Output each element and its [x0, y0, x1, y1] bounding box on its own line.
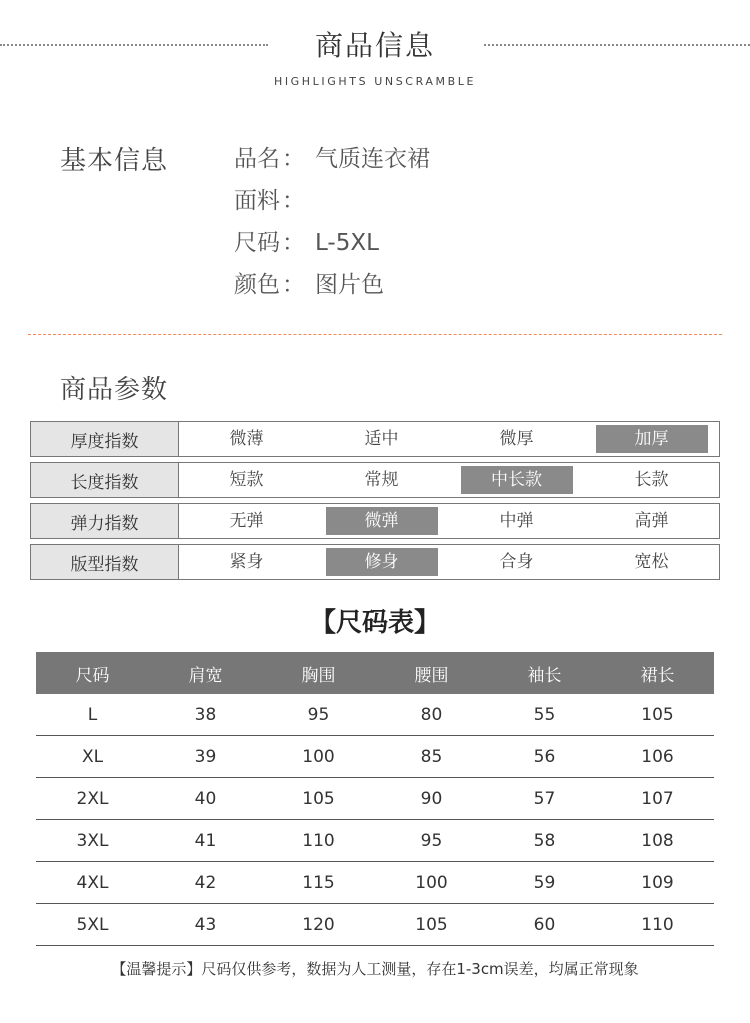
table-cell: 3XL	[36, 820, 149, 862]
info-row-size	[234, 224, 379, 257]
param-option	[449, 422, 584, 456]
param-option-selected	[449, 463, 584, 497]
table-cell: 60	[488, 904, 601, 946]
param-option	[449, 504, 584, 538]
table-row	[36, 736, 714, 778]
param-option	[179, 422, 314, 456]
table-cell: 58	[488, 820, 601, 862]
table-row	[36, 694, 714, 736]
size-table-header-row	[36, 652, 714, 694]
info-sep: ：	[282, 272, 305, 298]
param-option	[179, 545, 314, 579]
option-label: 加厚	[596, 425, 708, 453]
param-label: 版型指数	[31, 545, 179, 579]
param-row-fit	[30, 544, 720, 580]
table-cell: 5XL	[36, 904, 149, 946]
info-sep: ：	[282, 230, 305, 256]
param-option-selected	[584, 422, 719, 456]
table-row	[36, 778, 714, 820]
table-cell: 57	[488, 778, 601, 820]
table-cell: 115	[262, 862, 375, 904]
param-options	[179, 422, 719, 456]
column-header: 袖长	[488, 652, 601, 694]
info-row-color	[234, 266, 384, 299]
table-cell: 42	[149, 862, 262, 904]
table-cell: 105	[375, 904, 488, 946]
option-label: 适中	[364, 429, 399, 449]
table-cell: 109	[601, 862, 714, 904]
size-table	[36, 652, 714, 946]
param-option	[314, 463, 449, 497]
column-header: 裙长	[601, 652, 714, 694]
table-cell: 85	[375, 736, 488, 778]
param-label: 弹力指数	[31, 504, 179, 538]
option-label: 合身	[499, 552, 534, 572]
table-cell: 100	[375, 862, 488, 904]
table-cell: 55	[488, 694, 601, 736]
param-options	[179, 504, 719, 538]
column-header: 胸围	[262, 652, 375, 694]
table-cell: 90	[375, 778, 488, 820]
table-row	[36, 904, 714, 946]
param-option-selected	[314, 504, 449, 538]
option-label: 修身	[326, 548, 438, 576]
table-row	[36, 820, 714, 862]
option-label: 常规	[364, 470, 399, 490]
param-option	[179, 463, 314, 497]
param-option	[584, 463, 719, 497]
table-cell: 56	[488, 736, 601, 778]
info-label: 颜色	[234, 272, 280, 298]
params-title: 商品参数	[60, 375, 169, 405]
table-cell: 105	[601, 694, 714, 736]
option-label: 微薄	[229, 429, 264, 449]
table-cell: 80	[375, 694, 488, 736]
option-label: 微厚	[499, 429, 534, 449]
table-cell: 4XL	[36, 862, 149, 904]
section-divider	[28, 334, 722, 335]
basic-info-title: 基本信息	[60, 146, 169, 176]
param-option	[179, 504, 314, 538]
option-label: 宽松	[634, 552, 669, 572]
info-label: 面料	[234, 188, 280, 214]
param-option	[314, 422, 449, 456]
info-value: L-5XL	[315, 230, 379, 256]
param-option-selected	[314, 545, 449, 579]
table-cell: 59	[488, 862, 601, 904]
option-label: 微弹	[326, 507, 438, 535]
table-row	[36, 862, 714, 904]
column-header: 尺码	[36, 652, 149, 694]
table-cell: 40	[149, 778, 262, 820]
param-options	[179, 463, 719, 497]
info-sep: ：	[282, 188, 305, 214]
table-cell: L	[36, 694, 149, 736]
info-label: 尺码	[234, 230, 280, 256]
table-cell: 100	[262, 736, 375, 778]
param-row-length	[30, 462, 720, 498]
table-cell: XL	[36, 736, 149, 778]
info-value: 图片色	[315, 272, 384, 298]
info-label: 品名	[234, 146, 280, 172]
page-subtitle: HIGHLIGHTS UNSCRAMBLE	[273, 75, 477, 88]
table-cell: 108	[601, 820, 714, 862]
option-label: 短款	[229, 470, 264, 490]
table-cell: 2XL	[36, 778, 149, 820]
size-table-title: 【尺码表】	[309, 608, 440, 638]
param-label: 长度指数	[31, 463, 179, 497]
info-value: 气质连衣裙	[315, 146, 430, 172]
table-cell: 120	[262, 904, 375, 946]
param-options	[179, 545, 719, 579]
column-header: 腰围	[375, 652, 488, 694]
option-label: 中弹	[499, 511, 534, 531]
option-label: 紧身	[229, 552, 264, 572]
param-row-thickness	[30, 421, 720, 457]
info-row-name	[234, 140, 430, 173]
table-cell: 43	[149, 904, 262, 946]
option-label: 长款	[634, 470, 669, 490]
param-row-elasticity	[30, 503, 720, 539]
table-cell: 110	[262, 820, 375, 862]
param-option	[449, 545, 584, 579]
param-option	[584, 504, 719, 538]
table-cell: 106	[601, 736, 714, 778]
table-cell: 95	[375, 820, 488, 862]
table-cell: 41	[149, 820, 262, 862]
info-sep: ：	[282, 146, 305, 172]
table-cell: 105	[262, 778, 375, 820]
info-row-fabric	[234, 182, 315, 215]
param-option	[584, 545, 719, 579]
column-header: 肩宽	[149, 652, 262, 694]
table-cell: 95	[262, 694, 375, 736]
table-cell: 110	[601, 904, 714, 946]
option-label: 高弹	[634, 511, 669, 531]
table-cell: 38	[149, 694, 262, 736]
table-cell: 39	[149, 736, 262, 778]
size-tip: 【温馨提示】尺码仅供参考，数据为人工测量，存在1-3cm误差，均属正常现象	[111, 960, 639, 978]
option-label: 中长款	[461, 466, 573, 494]
table-cell: 107	[601, 778, 714, 820]
page-title: 商品信息	[314, 29, 435, 62]
option-label: 无弹	[229, 511, 264, 531]
param-label: 厚度指数	[31, 422, 179, 456]
